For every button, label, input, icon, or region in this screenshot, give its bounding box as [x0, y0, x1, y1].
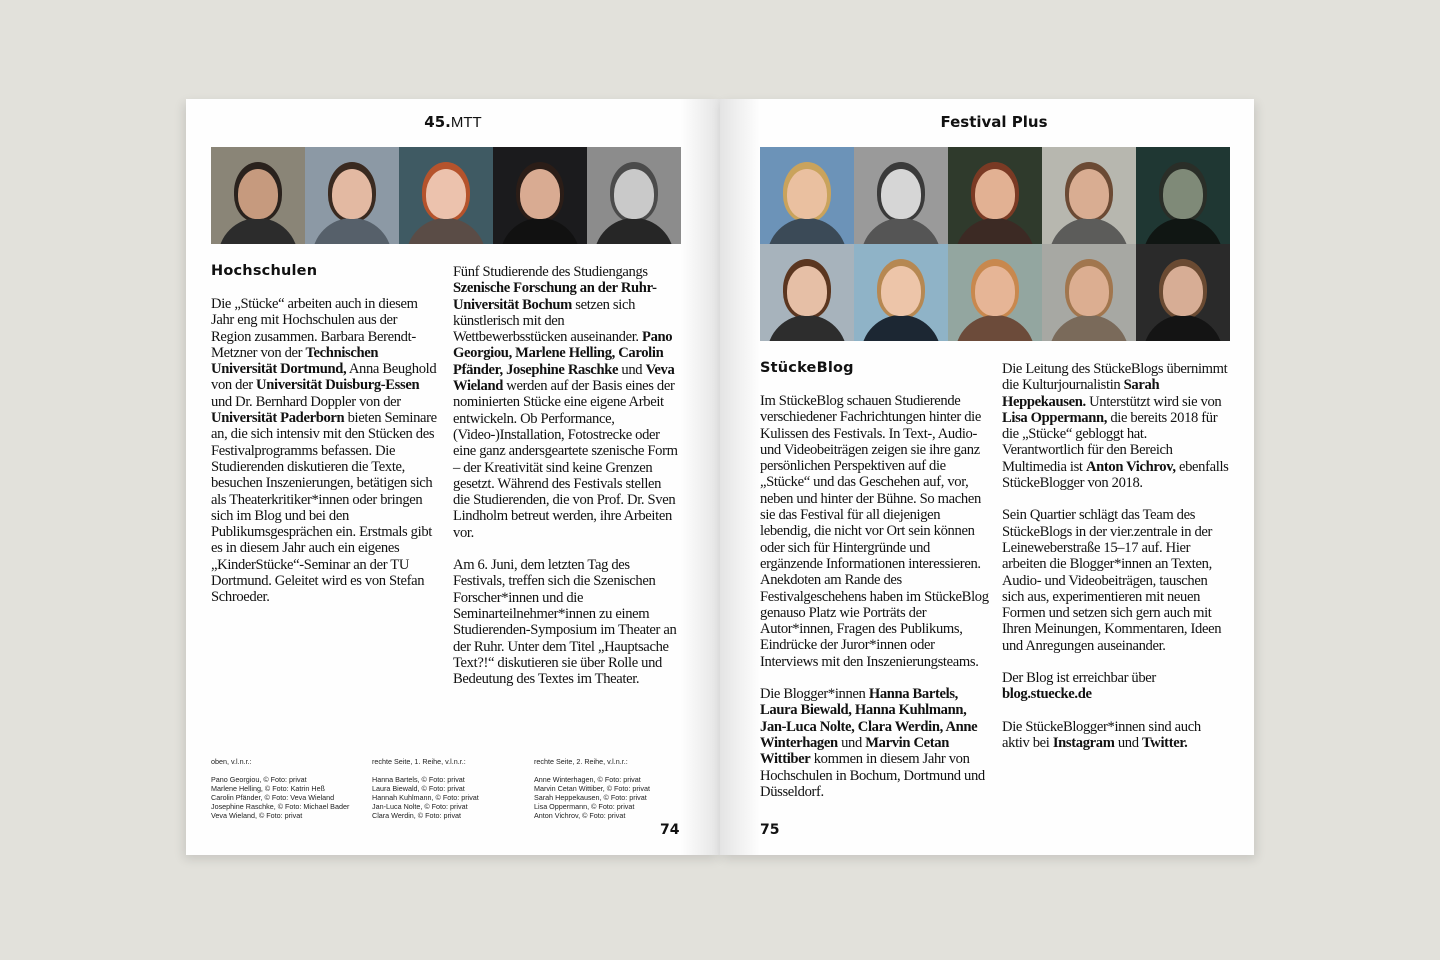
left-column-2	[453, 264, 681, 703]
face-shape	[975, 266, 1015, 316]
face-shape	[881, 169, 921, 219]
student-portrait-photo	[399, 147, 493, 244]
gutter-shadow	[720, 99, 760, 855]
shoulders-shape	[1049, 315, 1129, 341]
face-shape	[426, 169, 466, 219]
shoulders-shape	[1143, 315, 1223, 341]
gutter-shadow	[680, 99, 720, 855]
right-page	[720, 99, 1254, 855]
shoulders-shape	[1143, 218, 1223, 244]
face-shape	[614, 169, 654, 219]
paragraph: Fünf Studierende des Studiengangs Szenische Forschung an der Ruhr-Universität Bochum setzen sich künstlerisch mit den Wettbewerbsstücken auseinander. Pano Georgiou, Marlene Helling, Carolin Pfänder, Josephine Raschke und Veva Wieland werden auf der Basis eines der nominierten Stücke eine eigene Arbeit entwickeln. Ob Performance, (Video-)Installation, Fotostrecke oder eine ganz andersgeartete szenische Form – der Kreativität sind keine Grenzen gesetzt. Während des Festivals stellen die Studierenden, die von Prof. Dr. Sven Lindholm betreut werden, ihre Arbeiten vor.	[453, 264, 678, 541]
shoulders-shape	[1049, 218, 1129, 244]
blogger-portrait-photo	[1136, 244, 1230, 341]
photo-credits-3: rechte Seite, 2. Reihe, v.l.n.r.: Anne Winterhagen, © Foto: privat Marvin Cetan Wittiber, © Foto: privat Sarah Heppekausen, © Foto: privat Lisa Oppermann, © Foto: privat Anton Vichrov, © Foto: privat	[534, 757, 650, 821]
blogger-portrait-photo	[854, 147, 948, 244]
blogger-portrait-photo	[1136, 147, 1230, 244]
face-shape	[787, 169, 827, 219]
shoulders-shape	[861, 218, 941, 244]
student-portrait-photo	[305, 147, 399, 244]
photo-strip-students	[211, 147, 681, 244]
blogger-portrait-photo	[1042, 147, 1136, 244]
paragraph: Die StückeBlogger*innen sind auch aktiv bei Instagram und Twitter.	[1002, 718, 1201, 751]
blogger-portrait-photo	[854, 244, 948, 341]
face-shape	[1069, 266, 1109, 316]
header-mtt: MTT	[450, 114, 482, 131]
page-header-right: Festival Plus	[940, 113, 1048, 131]
face-shape	[881, 266, 921, 316]
photo-grid-bloggers	[760, 147, 1230, 341]
paragraph: Die Blogger*innen Hanna Bartels, Laura Biewald, Hanna Kuhlmann, Jan-Luca Nolte, Clara Werdin, Anne Winterhagen und Marvin Cetan Wittiber kommen in diesem Jahr von Hochschulen in Bochum, Dortmund und Düsseldorf.	[760, 686, 985, 800]
face-shape	[520, 169, 560, 219]
paragraph: Sein Quartier schlägt das Team des StückeBlogs in der vier.zentrale in der Leineweberstraße 15–17 auf. Hier arbeiten die Blogger*innen an Texten, Audio- und Videobeiträgen, tauschen sich aus, experimentieren mit neuen Formen und setzen sich gern auch mit Ihren Meinungen, Kommentaren, Ideen und Anregungen auseinander.	[1002, 507, 1222, 654]
section-title-hochschulen: Hochschulen	[211, 263, 318, 279]
face-shape	[975, 169, 1015, 219]
face-shape	[332, 169, 372, 219]
paragraph: Die „Stücke“ arbeiten auch in diesem Jahr eng mit Hochschulen aus der Region zusammen. Barbara Berendt-Metzner von der Technischen Universität Dortmund, Anna Beughold von der Universität Duisburg-Essen und Dr. Bernhard Doppler von der Universität Paderborn bieten Seminare an, die sich intensiv mit den Stücken des Festivalprogramms befassen. Die Studierenden diskutieren die Texte, besuchen Inszenierungen, betätigen sich als Theaterkritiker*innen oder bringen sich im Blog und bei den Publikumsgesprächen ein. Erstmals gibt es in diesem Jahr auch ein eigenes „KinderStücke“-Seminar an der TU Dortmund. Geleitet wird es von Stefan Schroeder.	[211, 296, 437, 606]
blogger-portrait-photo	[948, 147, 1042, 244]
header-number: 45.	[424, 113, 451, 131]
student-portrait-photo	[211, 147, 305, 244]
face-shape	[1163, 266, 1203, 316]
photo-credits-1: oben, v.l.n.r.: Pano Georgiou, © Foto: privat Marlene Helling, © Foto: Katrin Heß Carolin Pfänder, © Foto: Veva Wieland Josephine Raschke, © Foto: Michael Bader Veva Wieland, © Foto: privat	[211, 757, 350, 821]
face-shape	[1069, 169, 1109, 219]
shoulders-shape	[312, 218, 392, 244]
shoulders-shape	[861, 315, 941, 341]
blog-url: blog.stuecke.de	[1002, 686, 1092, 703]
shoulders-shape	[500, 218, 580, 244]
face-shape	[1163, 169, 1203, 219]
paragraph: Im StückeBlog schauen Studierende verschiedener Fachrichtungen hinter die Kulissen des Festivals. In Text-, Audio- und Videobeiträgen zeigen sie ihre ganz persönlichen Perspektiven auf die „Stücke“ und das Geschehen auf, vor, neben und hinter der Bühne. So machen sie das Festival für all diejenigen lebendig, die nicht vor Ort sein können oder sich für Hintergründe und ergänzende Informationen interessieren. Anekdoten am Rande des Festivalgeschehens haben im StückeBlog genauso Platz wie Porträts der Autor*innen, Fragen des Publikums, Eindrücke der Juror*innen oder Interviews mit den Inszenierungsteams.	[760, 393, 989, 670]
shoulders-shape	[767, 218, 847, 244]
right-column-1	[760, 393, 990, 816]
section-title-stueckeblog: StückeBlog	[760, 360, 854, 376]
shoulders-shape	[406, 218, 486, 244]
face-shape	[238, 169, 278, 219]
left-column-1	[211, 296, 439, 622]
shoulders-shape	[955, 218, 1035, 244]
photo-credits-2: rechte Seite, 1. Reihe, v.l.n.r.: Hanna Bartels, © Foto: privat Laura Biewald, © Foto: privat Hannah Kuhlmann, © Foto: privat Jan-Luca Nolte, © Foto: privat Clara Werdin, © Foto: privat	[372, 757, 479, 821]
student-portrait-photo	[493, 147, 587, 244]
shoulders-shape	[594, 218, 674, 244]
blogger-portrait-photo	[948, 244, 1042, 341]
blogger-portrait-photo	[1042, 244, 1136, 341]
page-header-left	[186, 113, 720, 131]
face-shape	[787, 266, 827, 316]
page-number-right: 75	[760, 822, 780, 838]
shoulders-shape	[767, 315, 847, 341]
left-page	[186, 99, 720, 855]
shoulders-shape	[218, 218, 298, 244]
shoulders-shape	[955, 315, 1035, 341]
paragraph: Am 6. Juni, dem letzten Tag des Festivals, treffen sich die Szenischen Forscher*innen und die Seminarteilnehmer*innen zu einem Studierenden-Symposium im Theater an der Ruhr. Unter dem Titel „Hauptsache Text?!“ diskutieren sie über Rolle und Bedeutung des Textes im Theater.	[453, 557, 677, 688]
right-column-2	[1002, 361, 1230, 767]
paragraph: Der Blog ist erreichbar über blog.stuecke.de	[1002, 670, 1156, 703]
paragraph: Die Leitung des StückeBlogs übernimmt die Kulturjournalistin Sarah Heppekausen. Unterstützt wird sie von Lisa Oppermann, die bereits 2018 für die „Stücke“ gebloggt hat. Verantwortlich für den Bereich Multimedia ist Anton Vichrov, ebenfalls StückeBlogger von 2018.	[1002, 361, 1229, 492]
blogger-portrait-photo	[760, 147, 854, 244]
blogger-portrait-photo	[760, 244, 854, 341]
student-portrait-photo	[587, 147, 681, 244]
page-number-left: 74	[660, 822, 680, 838]
